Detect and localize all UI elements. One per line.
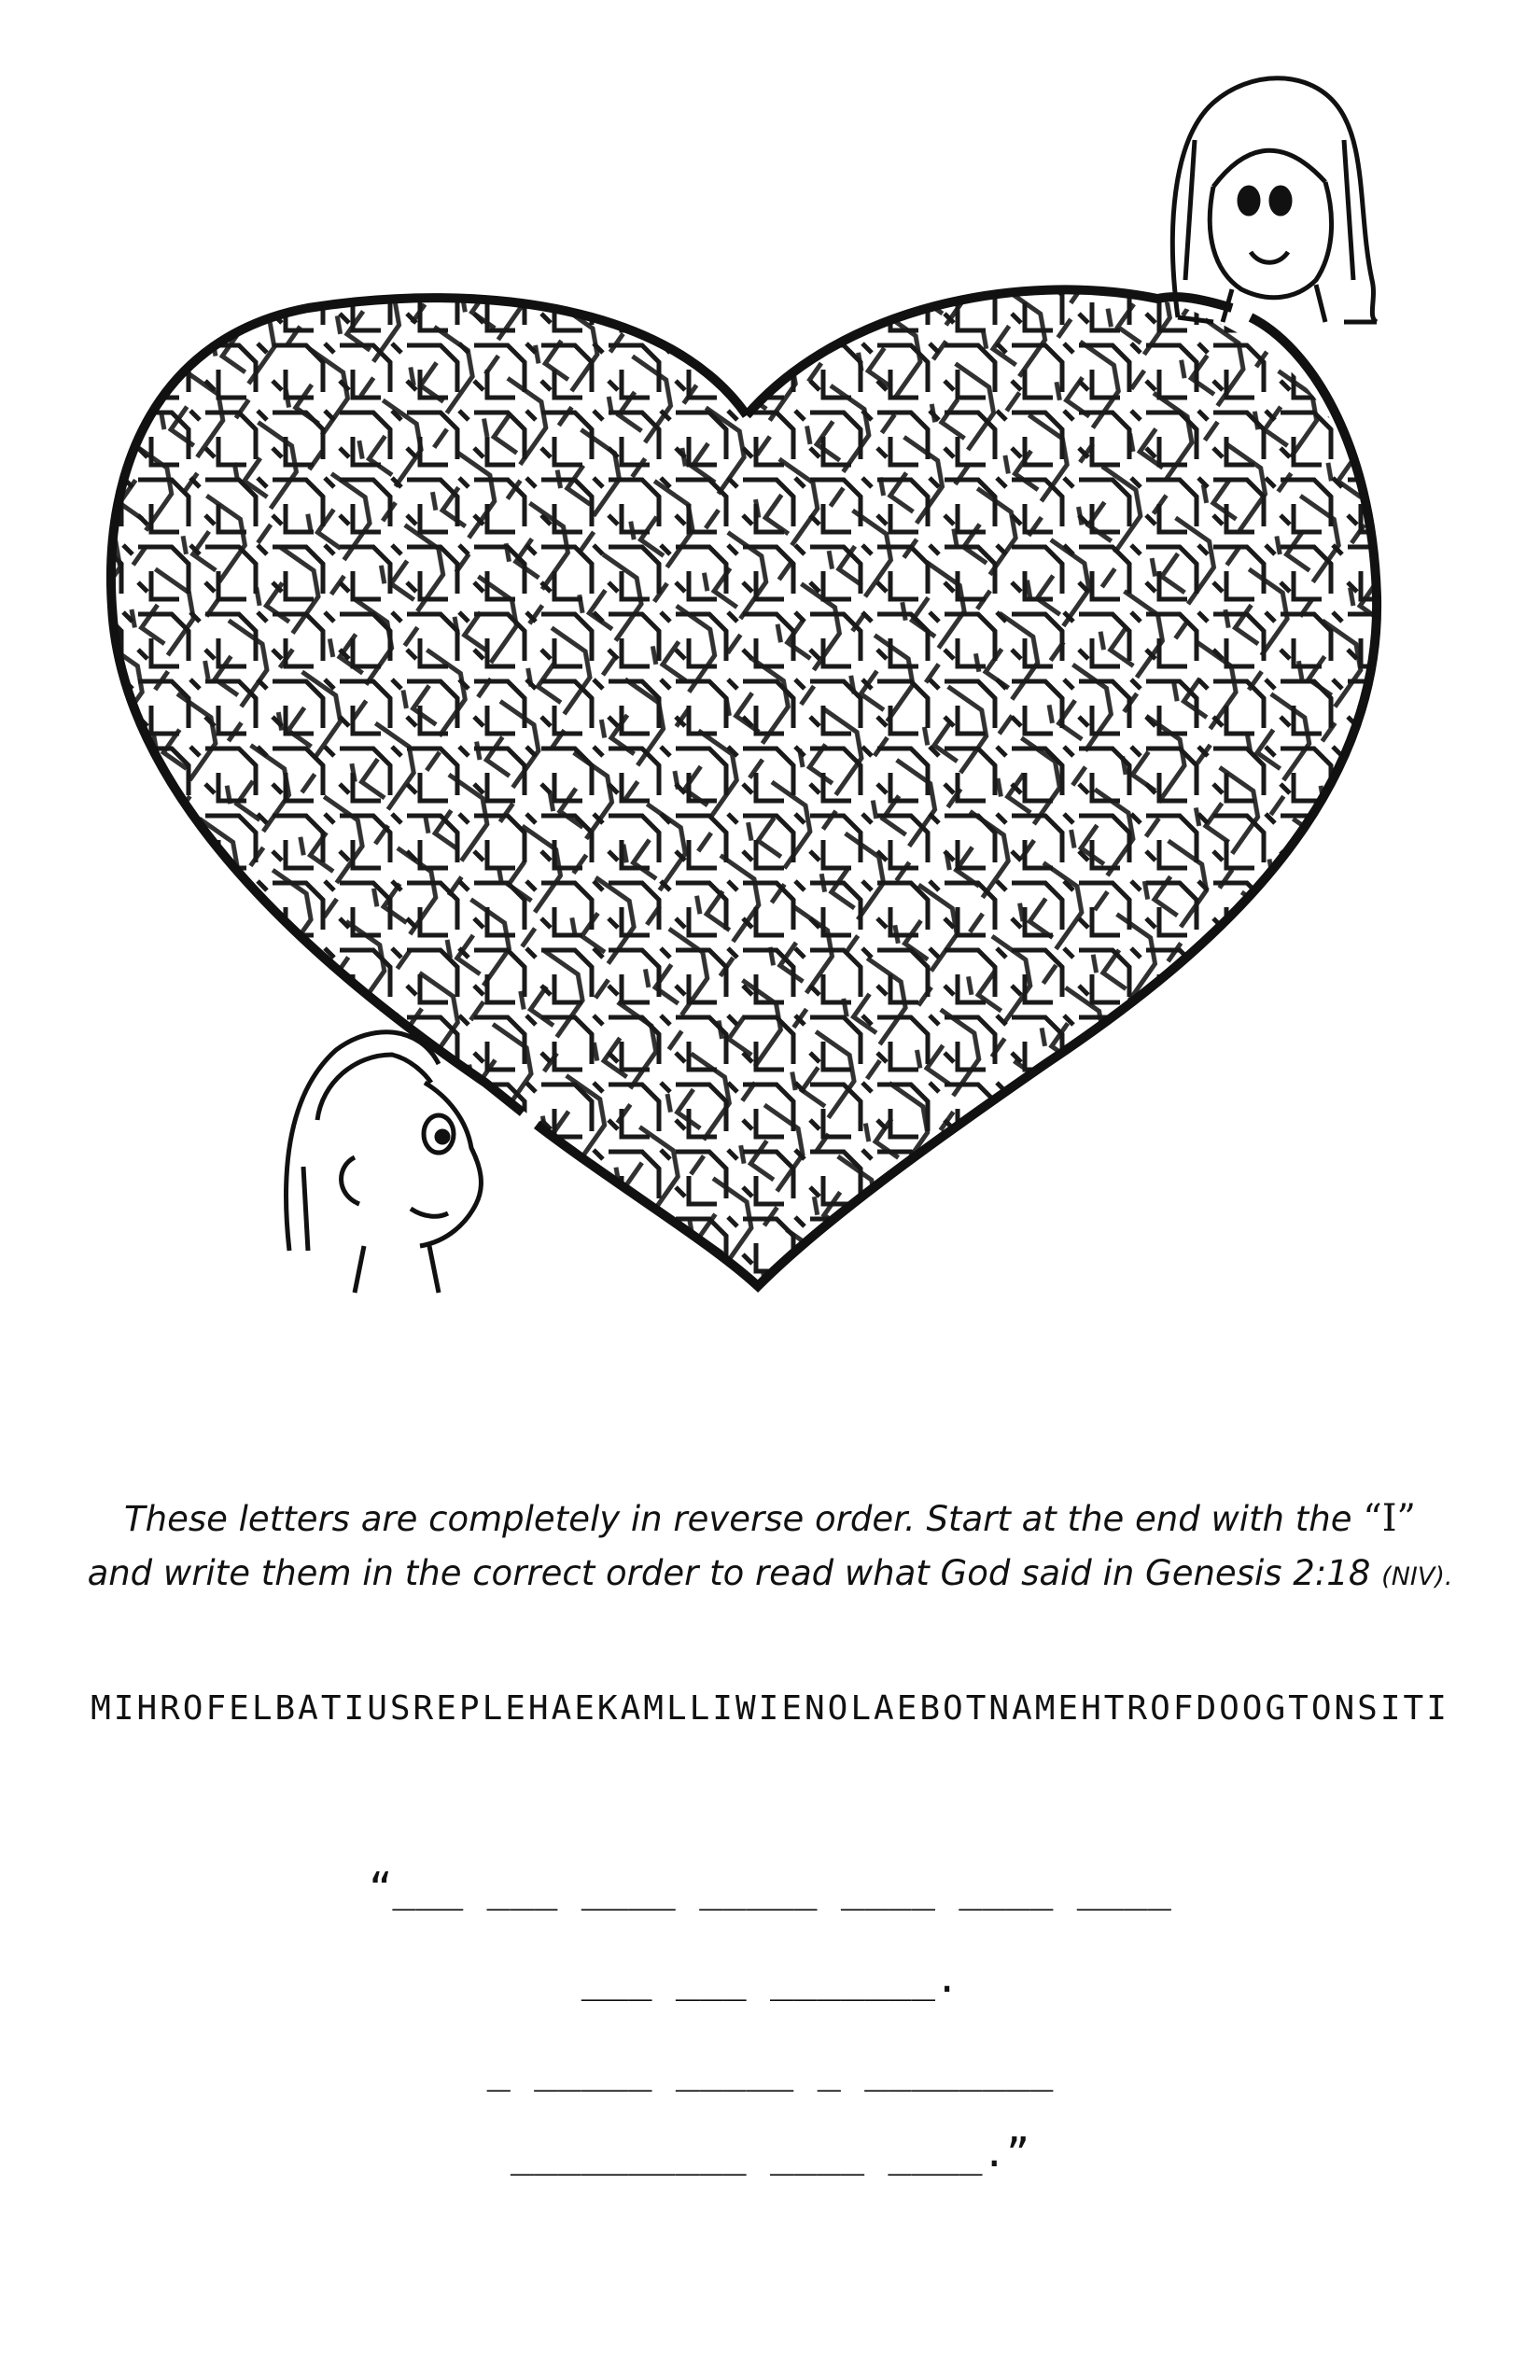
scrambled-letters: MIHROFELBATIUSREPLEHAEKAMLLIWIENOLAEBOTNAMEHTROFDOOGTONSITI <box>91 1689 1449 1728</box>
instructions-text <box>56 1491 1484 1604</box>
answer-blank-line-1[interactable]: “___ ___ ____ _____ ____ ____ ____ <box>369 1865 1171 1911</box>
answer-blank-line-2[interactable]: ___ ___ _______. <box>581 1955 959 2001</box>
girl-face-icon <box>1172 78 1377 322</box>
boy-face-icon <box>287 1032 482 1293</box>
instructions-line-2: and write them in the correct order to read what God said in Genesis 2:18 (NIV). <box>87 1553 1453 1593</box>
bible-version: (NIV). <box>1381 1562 1453 1591</box>
instructions-line-1: These letters are completely in reverse order. Start at the end with the “I” <box>124 1497 1416 1540</box>
answer-blank-line-3[interactable]: _ _____ _____ _ ________ <box>486 2046 1054 2092</box>
answer-blank-line-4[interactable]: __________ ____ ____.” <box>510 2130 1030 2176</box>
quoted-letter: “I” <box>1363 1497 1416 1540</box>
